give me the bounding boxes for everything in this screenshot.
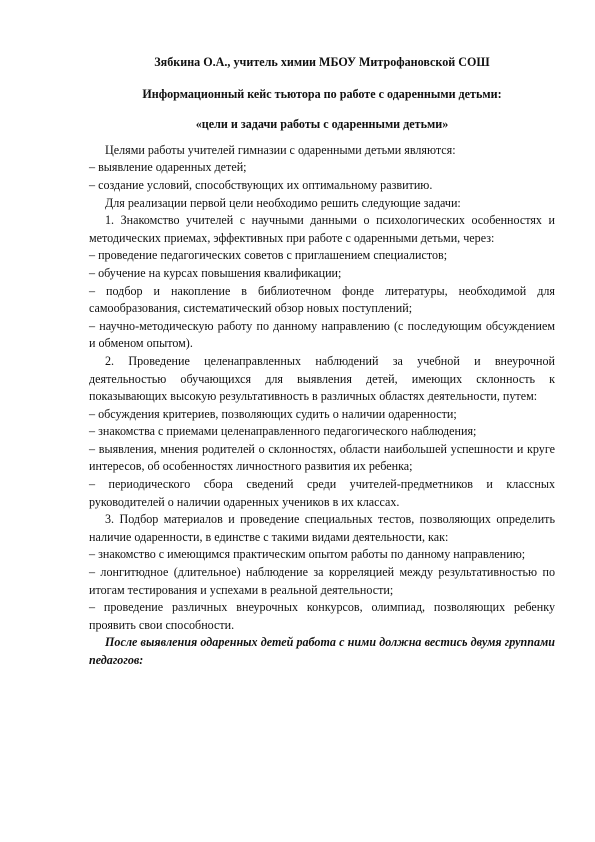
goal-item: – создание условий, способствующих их оптимальному развитию. — [89, 177, 433, 192]
task-2: 2. Проведение целенаправленных наблюдений за учебной и внеурочной деятельностью обучающихся для выявления детей, имеющих склонность к показывающих высокую результативность в различных областях деятельности, путем: — [89, 353, 555, 404]
task-3-item: – лонгитюдное (длительное) наблюдение за корреляцией между результативностью по итогам тестирования и успехами в реальной деятельности; — [89, 565, 555, 597]
task-2-item: – знакомства с приемами целенаправленного педагогического наблюдения; — [89, 424, 477, 439]
document-subtitle: «цели и задачи работы с одаренными детьми» — [195, 117, 449, 132]
task-3-item: – знакомство с имеющимся практическим опытом работы по данному направлению; — [89, 547, 526, 562]
task-3: 3. Подбор материалов и проведение специальных тестов, позволяющих определить наличие одаренности, в единстве с такими видами деятельности, как: — [89, 512, 555, 544]
task-2-item: – периодического сбора сведений среди учителей-предметников и классных руководителей о наличии одаренных учеников в их классах. — [89, 477, 555, 509]
document-title: Информационный кейс тьютора по работе с одаренными детьми: — [142, 86, 502, 101]
closing-paragraph: После выявления одаренных детей работа с ними должна вестись двумя группами педагогов: — [89, 635, 555, 667]
tasks-intro: Для реализации первой цели необходимо решить следующие задачи: — [105, 195, 461, 210]
task-1-item: – подбор и накопление в библиотечном фонде литературы, необходимой для самообразования, систематический обзор новых поступлений; — [89, 283, 555, 316]
task-1-item: – научно-методическую работу по данному направлению (с последующим обсуждением и обменом опытом). — [89, 318, 555, 351]
task-2-item: – выявления, мнения родителей о склонностях, области наибольшей успешности и круге интересов, об особенностях личностного развития их ребенка; — [89, 441, 555, 474]
task-3-item: – проведение различных внеурочных конкурсов, олимпиад, позволяющих ребенку проявить свои способности. — [89, 600, 555, 632]
task-1-item: – проведение педагогических советов с приглашением специалистов; — [89, 248, 448, 263]
task-2-item: – обсуждения критериев, позволяющих судить о наличии одаренности; — [89, 406, 457, 421]
task-1-item: – обучение на курсах повышения квалификации; — [89, 265, 342, 280]
document-content — [89, 54, 555, 670]
author-line: Зябкина О.А., учитель химии МБОУ Митрофановской СОШ — [154, 55, 490, 69]
task-1: 1. Знакомство учителей с научными данными о психологических особенностях и методических приемах, эффективных при работе с одаренными детьми, через: — [89, 213, 555, 245]
goal-item: – выявление одаренных детей; — [89, 160, 247, 175]
goals-intro: Целями работы учителей гимназии с одаренными детьми являются: — [105, 142, 456, 157]
